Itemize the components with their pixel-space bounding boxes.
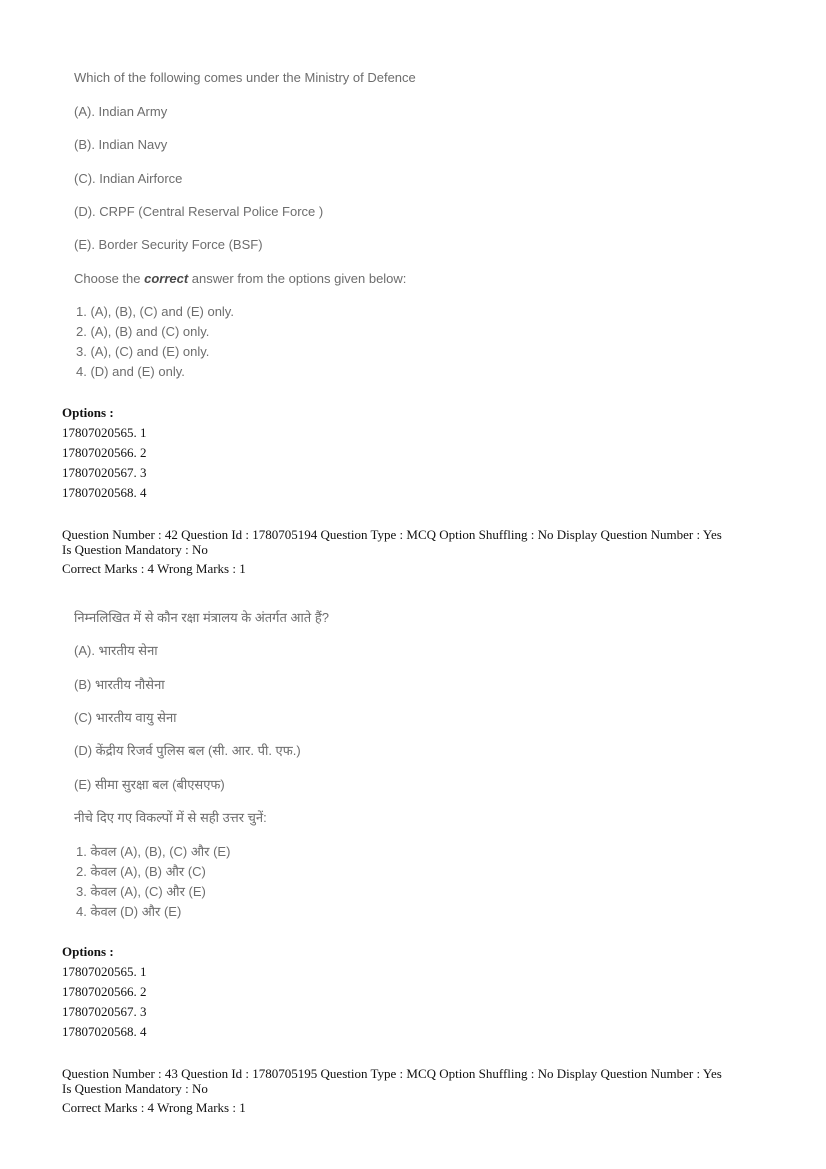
q43-header-line1: Question Number : 43 Question Id : 1780705195 Question Type : MCQ Option Shuffling : No Display Question Number : Yes — [62, 1066, 722, 1081]
q41-choice-1: 1. (A), (B), (C) and (E) only. — [76, 304, 234, 319]
q42-option-4: 17807020568. 4 — [62, 1024, 147, 1039]
q43-header — [62, 1066, 782, 1115]
q41-item-d: (D). CRPF (Central Reserval Police Force ) — [74, 204, 324, 219]
q41-option-1: 17807020565. 1 — [62, 425, 147, 440]
q41-item-c: (C). Indian Airforce — [74, 171, 183, 186]
q41-choice-3: 3. (A), (C) and (E) only. — [76, 344, 210, 359]
q42-header-line1: Question Number : 42 Question Id : 1780705194 Question Type : MCQ Option Shuffling : No Display Question Number : Yes — [62, 527, 722, 542]
q41-instruction-emph: correct — [144, 271, 189, 286]
q41-item-b: (B). Indian Navy — [74, 137, 168, 152]
q41-instruction-prefix: Choose the — [74, 271, 145, 286]
q41-choice-4: 4. (D) and (E) only. — [76, 364, 185, 379]
q41-instruction — [74, 271, 406, 286]
q42-item-b: (B) भारतीय नौसेना — [74, 677, 165, 692]
q42-header — [62, 527, 782, 576]
q42-marks: Correct Marks : 4 Wrong Marks : 1 — [62, 561, 246, 576]
q42-choice-2: 2. केवल (A), (B) और (C) — [76, 864, 206, 879]
q41-option-2: 17807020566. 2 — [62, 445, 147, 460]
q42-question-text: निम्नलिखित में से कौन रक्षा मंत्रालय के अंतर्गत आते हैं? — [74, 610, 329, 625]
q42-option-2: 17807020566. 2 — [62, 984, 147, 999]
q42-instruction: नीचे दिए गए विकल्पों में से सही उत्तर चुनें: — [74, 810, 267, 825]
q42-item-d: (D) केंद्रीय रिजर्व पुलिस बल (सी. आर. पी. एफ.) — [74, 743, 301, 758]
q41-options-label: Options : — [62, 405, 114, 420]
q42-item-a: (A). भारतीय सेना — [74, 643, 158, 658]
q41-question-text: Which of the following comes under the Ministry of Defence — [74, 70, 416, 85]
q42-option-3: 17807020567. 3 — [62, 1004, 147, 1019]
q43-marks: Correct Marks : 4 Wrong Marks : 1 — [62, 1100, 246, 1115]
q41-item-a: (A). Indian Army — [74, 104, 168, 119]
q42-choice-3: 3. केवल (A), (C) और (E) — [76, 884, 206, 899]
q42-choice-4: 4. केवल (D) और (E) — [76, 904, 182, 919]
q41-option-3: 17807020567. 3 — [62, 465, 147, 480]
q42-item-c: (C) भारतीय वायु सेना — [74, 710, 177, 725]
q42-choice-1: 1. केवल (A), (B), (C) और (E) — [76, 844, 231, 859]
q42-option-1: 17807020565. 1 — [62, 964, 147, 979]
q41-item-e: (E). Border Security Force (BSF) — [74, 237, 263, 252]
q42-item-e: (E) सीमा सुरक्षा बल (बीएसएफ) — [74, 777, 225, 792]
q43-header-line2: Is Question Mandatory : No — [62, 1081, 208, 1096]
q41-option-4: 17807020568. 4 — [62, 485, 147, 500]
q42-header-line2: Is Question Mandatory : No — [62, 542, 208, 557]
q41-choice-2: 2. (A), (B) and (C) only. — [76, 324, 210, 339]
q41-instruction-suffix: answer from the options given below: — [188, 271, 407, 286]
q42-options-label: Options : — [62, 944, 114, 959]
